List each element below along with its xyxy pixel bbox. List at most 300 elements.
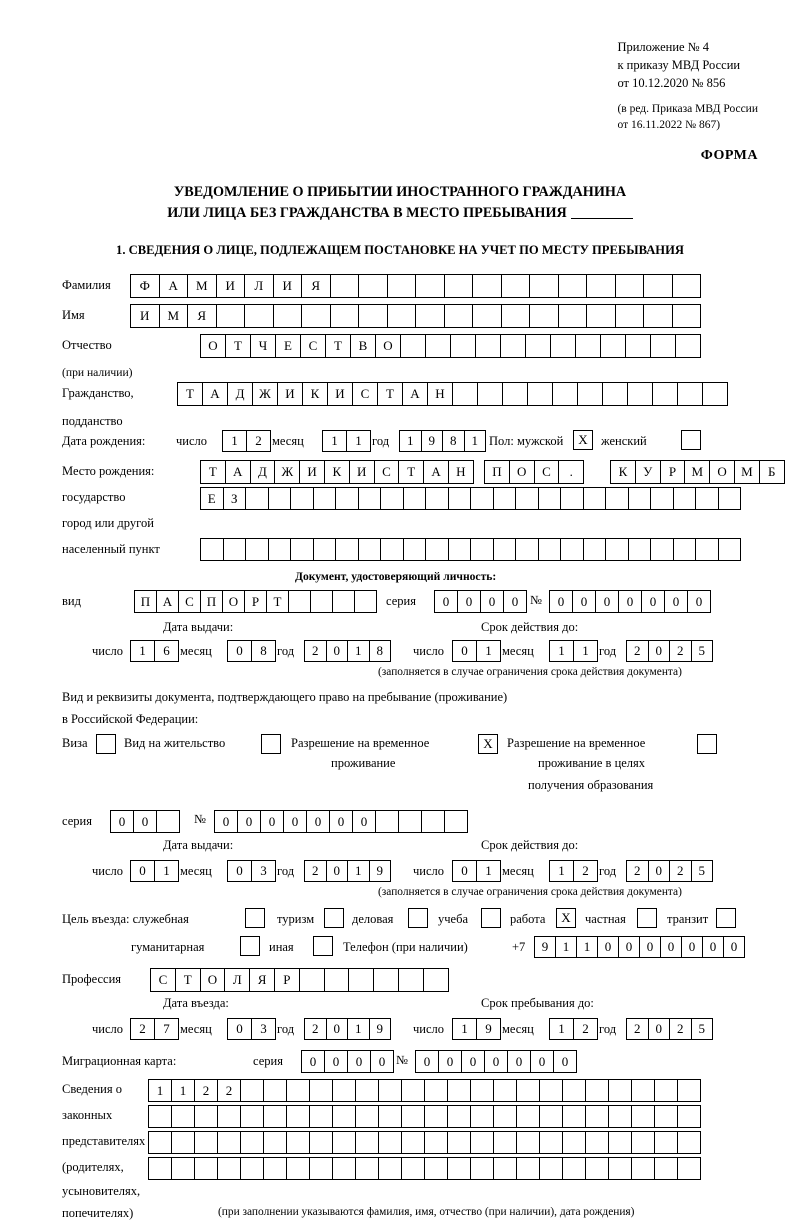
form-cell[interactable]: 0 [347,1050,371,1073]
form-cell[interactable] [403,487,427,510]
permit-series-cells[interactable] [110,810,179,833]
form-cell[interactable] [423,968,449,992]
form-cell[interactable]: X [556,908,576,928]
form-cell[interactable]: Е [275,334,301,358]
form-cell[interactable] [358,538,382,561]
form-cell[interactable] [718,538,742,561]
form-cell[interactable]: 1 [346,430,371,452]
migration-series-cells[interactable] [301,1050,393,1073]
form-cell[interactable]: 6 [154,640,179,662]
form-cell[interactable]: 0 [723,936,745,958]
form-cell[interactable] [470,538,494,561]
form-cell[interactable] [501,304,531,328]
form-cell[interactable] [654,1131,678,1154]
form-cell[interactable]: 1 [322,430,347,452]
form-cell[interactable] [171,1105,195,1128]
form-cell[interactable] [677,1131,701,1154]
form-cell[interactable] [401,1079,425,1102]
form-cell[interactable]: 0 [503,590,527,613]
form-cell[interactable] [583,538,607,561]
form-cell[interactable] [424,1131,448,1154]
form-cell[interactable]: В [350,334,376,358]
form-cell[interactable]: 0 [324,1050,348,1073]
form-cell[interactable]: О [200,334,226,358]
form-cell[interactable] [539,1079,563,1102]
form-cell[interactable] [515,538,539,561]
birth-year-cells[interactable] [399,430,485,452]
form-cell[interactable]: О [709,460,735,484]
form-cell[interactable] [268,538,292,561]
form-cell[interactable] [330,274,360,298]
form-cell[interactable]: 2 [669,860,692,882]
form-cell[interactable] [194,1105,218,1128]
form-cell[interactable] [240,1131,264,1154]
form-cell[interactable]: 1 [347,860,370,882]
form-cell[interactable] [324,968,350,992]
form-cell[interactable] [171,1131,195,1154]
form-cell[interactable] [697,734,717,754]
form-cell[interactable]: 0 [595,590,619,613]
form-cell[interactable] [332,1131,356,1154]
form-cell[interactable] [643,304,673,328]
form-cell[interactable]: Н [448,460,474,484]
form-cell[interactable] [263,1157,287,1180]
form-cell[interactable]: Б [759,460,785,484]
birth-place-state-cells[interactable] [200,460,473,484]
form-cell[interactable]: Я [301,274,331,298]
issue-month-cells[interactable] [227,640,275,662]
form-cell[interactable] [358,274,388,298]
form-cell[interactable]: 0 [133,810,157,833]
form-cell[interactable] [447,1079,471,1102]
form-cell[interactable]: К [302,382,328,406]
form-cell[interactable]: Я [187,304,217,328]
form-cell[interactable]: 1 [347,640,370,662]
form-cell[interactable]: 0 [507,1050,531,1073]
form-cell[interactable]: У [635,460,661,484]
form-cell[interactable] [332,1105,356,1128]
form-cell[interactable]: А [202,382,228,406]
visa-box[interactable] [96,734,115,754]
form-cell[interactable] [263,1079,287,1102]
form-cell[interactable]: 0 [130,860,155,882]
form-cell[interactable] [299,968,325,992]
form-cell[interactable] [447,1105,471,1128]
form-cell[interactable] [290,487,314,510]
form-cell[interactable] [643,274,673,298]
form-cell[interactable] [415,274,445,298]
purpose-study-box[interactable] [481,908,500,928]
form-cell[interactable] [332,1079,356,1102]
form-cell[interactable] [560,538,584,561]
form-cell[interactable] [425,334,451,358]
form-cell[interactable]: 3 [251,1018,276,1040]
form-cell[interactable] [558,274,588,298]
form-cell[interactable] [398,810,422,833]
form-cell[interactable] [447,1131,471,1154]
legal-rep-row-4-cells[interactable] [148,1157,700,1180]
form-cell[interactable] [245,487,269,510]
legal-rep-row-3-cells[interactable] [148,1131,700,1154]
form-cell[interactable]: И [327,382,353,406]
doc-number-cells[interactable] [549,590,710,613]
form-cell[interactable]: 0 [306,810,330,833]
form-cell[interactable] [562,1157,586,1180]
form-cell[interactable]: Ж [252,382,278,406]
form-cell[interactable] [475,334,501,358]
form-cell[interactable] [538,487,562,510]
purpose-tourism-box[interactable] [324,908,343,928]
form-cell[interactable] [378,1157,402,1180]
form-cell[interactable] [493,487,517,510]
form-cell[interactable] [637,908,657,928]
profession-cells[interactable] [150,968,448,992]
form-cell[interactable] [424,1105,448,1128]
form-cell[interactable] [628,487,652,510]
form-cell[interactable] [148,1131,172,1154]
form-cell[interactable]: Р [244,590,267,613]
form-cell[interactable]: Т [377,382,403,406]
form-cell[interactable] [562,1131,586,1154]
form-cell[interactable] [301,304,331,328]
form-cell[interactable] [217,1157,241,1180]
birth-day-cells[interactable] [222,430,270,452]
form-cell[interactable]: 1 [148,1079,172,1102]
form-cell[interactable] [529,304,559,328]
form-cell[interactable]: 2 [626,860,649,882]
form-cell[interactable] [355,1131,379,1154]
form-cell[interactable]: Т [175,968,201,992]
purpose-transit-box[interactable] [716,908,735,928]
form-cell[interactable]: И [349,460,375,484]
form-cell[interactable] [217,1131,241,1154]
form-cell[interactable] [194,1131,218,1154]
form-cell[interactable]: Д [250,460,276,484]
form-cell[interactable] [681,430,701,450]
issue-year-cells[interactable] [304,640,390,662]
form-cell[interactable] [444,810,468,833]
form-cell[interactable] [425,487,449,510]
form-cell[interactable]: 2 [304,640,327,662]
form-cell[interactable]: И [299,460,325,484]
form-cell[interactable] [716,908,736,928]
form-cell[interactable] [273,304,303,328]
form-cell[interactable]: 1 [464,430,487,452]
form-cell[interactable]: 9 [369,1018,392,1040]
sex-male-box[interactable] [573,430,592,450]
form-cell[interactable]: 2 [573,860,598,882]
form-cell[interactable]: 0 [480,590,504,613]
form-cell[interactable] [550,334,576,358]
form-cell[interactable]: 0 [434,590,458,613]
form-cell[interactable]: Д [227,382,253,406]
form-cell[interactable]: С [352,382,378,406]
form-cell[interactable]: 7 [154,1018,179,1040]
form-cell[interactable]: X [478,734,498,754]
form-cell[interactable] [562,1105,586,1128]
form-cell[interactable] [585,1105,609,1128]
form-cell[interactable] [631,1131,655,1154]
form-cell[interactable] [263,1131,287,1154]
form-cell[interactable]: М [159,304,189,328]
valid-day-cells[interactable] [452,640,500,662]
form-cell[interactable]: Т [266,590,289,613]
form-cell[interactable]: П [134,590,157,613]
form-cell[interactable] [493,1131,517,1154]
form-cell[interactable]: 0 [329,810,353,833]
form-cell[interactable] [240,1105,264,1128]
form-cell[interactable] [585,1079,609,1102]
form-cell[interactable] [268,487,292,510]
form-cell[interactable]: 0 [452,860,477,882]
form-cell[interactable]: 3 [251,860,276,882]
form-cell[interactable]: 0 [227,640,252,662]
form-cell[interactable]: Е [200,487,224,510]
form-cell[interactable]: 1 [347,1018,370,1040]
form-cell[interactable]: 0 [639,936,661,958]
form-cell[interactable]: 0 [438,1050,462,1073]
form-cell[interactable] [470,1105,494,1128]
entry-month-cells[interactable] [227,1018,275,1040]
form-cell[interactable]: П [200,590,223,613]
entry-day-cells[interactable] [130,1018,178,1040]
form-cell[interactable] [335,487,359,510]
form-cell[interactable] [309,1131,333,1154]
temp-residence-box[interactable] [478,734,497,754]
form-cell[interactable]: И [277,382,303,406]
form-cell[interactable]: 1 [476,640,501,662]
form-cell[interactable]: 1 [549,640,574,662]
form-cell[interactable]: 0 [214,810,238,833]
form-cell[interactable]: 0 [702,936,724,958]
form-cell[interactable] [156,810,180,833]
form-cell[interactable] [538,538,562,561]
form-cell[interactable]: И [130,304,160,328]
form-cell[interactable]: 8 [369,640,392,662]
form-cell[interactable] [673,538,697,561]
form-cell[interactable] [400,334,426,358]
form-cell[interactable]: Ж [274,460,300,484]
form-cell[interactable]: Т [225,334,251,358]
form-cell[interactable] [358,304,388,328]
form-cell[interactable] [450,334,476,358]
form-cell[interactable] [562,1079,586,1102]
form-cell[interactable]: 0 [326,860,349,882]
form-cell[interactable] [672,274,702,298]
form-cell[interactable] [444,304,474,328]
form-cell[interactable] [401,1131,425,1154]
form-cell[interactable]: О [222,590,245,613]
name-cells[interactable] [130,304,700,328]
form-cell[interactable] [539,1157,563,1180]
form-cell[interactable]: 2 [304,1018,327,1040]
form-cell[interactable]: 0 [572,590,596,613]
issue-day-cells[interactable] [130,640,178,662]
form-cell[interactable] [398,968,424,992]
purpose-business-box[interactable] [408,908,427,928]
permit-issue-month-cells[interactable] [227,860,275,882]
form-cell[interactable]: 1 [549,860,574,882]
form-cell[interactable] [493,1157,517,1180]
form-cell[interactable]: С [150,968,176,992]
form-cell[interactable] [309,1157,333,1180]
form-cell[interactable] [403,538,427,561]
form-cell[interactable]: 0 [301,1050,325,1073]
form-cell[interactable] [675,334,701,358]
form-cell[interactable] [286,1157,310,1180]
form-cell[interactable]: 9 [421,430,444,452]
form-cell[interactable] [261,734,281,754]
form-cell[interactable] [348,968,374,992]
form-cell[interactable] [560,487,584,510]
form-cell[interactable] [240,1157,264,1180]
form-cell[interactable] [217,1105,241,1128]
form-cell[interactable]: 0 [461,1050,485,1073]
form-cell[interactable]: И [216,274,246,298]
form-cell[interactable]: 0 [530,1050,554,1073]
form-cell[interactable] [335,538,359,561]
form-cell[interactable]: 1 [573,640,598,662]
form-cell[interactable]: Т [200,460,226,484]
permit-valid-year-cells[interactable] [626,860,712,882]
form-cell[interactable] [448,538,472,561]
valid-year-cells[interactable] [626,640,712,662]
form-cell[interactable] [516,1157,540,1180]
form-cell[interactable]: С [178,590,201,613]
form-cell[interactable]: 9 [369,860,392,882]
form-cell[interactable]: 0 [457,590,481,613]
form-cell[interactable] [401,1105,425,1128]
form-cell[interactable] [677,1079,701,1102]
form-cell[interactable]: М [734,460,760,484]
form-cell[interactable] [493,538,517,561]
legal-rep-row-1-cells[interactable] [148,1079,700,1102]
form-cell[interactable] [355,1105,379,1128]
form-cell[interactable] [378,1105,402,1128]
form-cell[interactable]: 0 [452,640,477,662]
form-cell[interactable] [216,304,246,328]
form-cell[interactable]: 2 [626,1018,649,1040]
form-cell[interactable] [309,1079,333,1102]
form-cell[interactable] [515,487,539,510]
form-cell[interactable] [290,538,314,561]
form-cell[interactable]: 0 [326,640,349,662]
form-cell[interactable]: X [573,430,593,450]
form-cell[interactable] [286,1131,310,1154]
permit-number-cells[interactable] [214,810,467,833]
form-cell[interactable]: 0 [618,936,640,958]
form-cell[interactable] [240,936,260,956]
form-cell[interactable]: С [300,334,326,358]
form-cell[interactable] [330,304,360,328]
form-cell[interactable]: 8 [251,640,276,662]
form-cell[interactable] [558,304,588,328]
form-cell[interactable] [677,1157,701,1180]
purpose-other-box[interactable] [313,936,332,956]
form-cell[interactable]: 1 [399,430,422,452]
stay-year-cells[interactable] [626,1018,712,1040]
form-cell[interactable]: 1 [130,640,155,662]
birth-place-city-cells-b[interactable] [610,460,784,484]
form-cell[interactable] [375,810,399,833]
form-cell[interactable] [628,538,652,561]
form-cell[interactable] [654,1157,678,1180]
form-cell[interactable] [516,1079,540,1102]
form-cell[interactable]: Т [398,460,424,484]
form-cell[interactable] [631,1157,655,1180]
form-cell[interactable] [625,334,651,358]
form-cell[interactable] [470,1131,494,1154]
form-cell[interactable]: М [684,460,710,484]
form-cell[interactable]: 0 [326,1018,349,1040]
form-cell[interactable] [408,908,428,928]
stay-day-cells[interactable] [452,1018,500,1040]
form-cell[interactable] [313,487,337,510]
form-cell[interactable] [200,538,224,561]
form-cell[interactable]: 1 [549,1018,574,1040]
form-cell[interactable]: П [484,460,510,484]
form-cell[interactable]: 0 [484,1050,508,1073]
form-cell[interactable] [286,1079,310,1102]
form-cell[interactable] [223,538,247,561]
purpose-work-box[interactable] [556,908,575,928]
form-cell[interactable] [608,1131,632,1154]
form-cell[interactable]: 0 [110,810,134,833]
form-cell[interactable]: 2 [130,1018,155,1040]
form-cell[interactable]: 2 [669,640,692,662]
form-cell[interactable] [654,1079,678,1102]
permit-valid-month-cells[interactable] [549,860,597,882]
form-cell[interactable] [380,487,404,510]
form-cell[interactable]: 0 [549,590,573,613]
form-cell[interactable]: 0 [648,1018,671,1040]
form-cell[interactable]: Т [177,382,203,406]
form-cell[interactable] [539,1105,563,1128]
form-cell[interactable]: 5 [691,1018,714,1040]
form-cell[interactable]: М [187,274,217,298]
form-cell[interactable]: А [159,274,189,298]
form-cell[interactable] [387,304,417,328]
form-cell[interactable]: 5 [691,640,714,662]
purpose-service-box[interactable] [245,908,264,928]
form-cell[interactable] [585,1131,609,1154]
form-cell[interactable] [650,334,676,358]
form-cell[interactable]: 2 [194,1079,218,1102]
form-cell[interactable] [654,1105,678,1128]
form-cell[interactable]: 0 [681,936,703,958]
form-cell[interactable]: 0 [660,936,682,958]
form-cell[interactable]: А [423,460,449,484]
form-cell[interactable]: 1 [154,860,179,882]
form-cell[interactable] [605,487,629,510]
form-cell[interactable]: А [156,590,179,613]
form-cell[interactable]: Ч [250,334,276,358]
form-cell[interactable] [615,274,645,298]
form-cell[interactable] [324,908,344,928]
form-cell[interactable] [148,1157,172,1180]
form-cell[interactable]: 1 [476,860,501,882]
form-cell[interactable]: 8 [442,430,465,452]
form-cell[interactable]: 0 [641,590,665,613]
form-cell[interactable] [424,1079,448,1102]
form-cell[interactable] [718,487,742,510]
form-cell[interactable] [401,1157,425,1180]
doc-kind-cells[interactable] [134,590,376,613]
form-cell[interactable] [332,1157,356,1180]
form-cell[interactable]: К [324,460,350,484]
edu-residence-box[interactable] [697,734,716,754]
form-cell[interactable]: 0 [597,936,619,958]
